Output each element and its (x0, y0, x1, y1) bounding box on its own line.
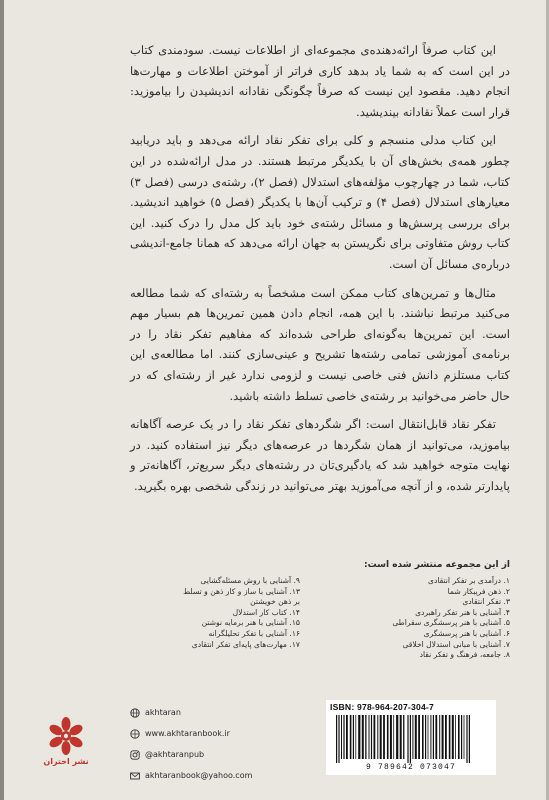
series-item: ۱۴. کتاب کار استدلال (232, 607, 300, 617)
barcode-bar (338, 715, 339, 763)
barcode-bar (369, 715, 370, 759)
barcode-bar (346, 715, 348, 759)
barcode-bar (355, 715, 356, 759)
barcode-bar (449, 715, 451, 759)
globe-icon (130, 708, 140, 718)
series-item: ۷. آشنایی با مبانی استدلال اخلاقی (402, 639, 510, 649)
barcode-bar (415, 715, 417, 759)
barcode-bar (362, 715, 364, 759)
barcode-bar (435, 715, 437, 759)
contact-text[interactable]: akhtaranbook@yahoo.com (145, 771, 253, 780)
series-item: ۶. آشنایی با هنر پرسشگری (423, 628, 510, 638)
barcode-bar (393, 715, 394, 759)
series-list (40, 560, 510, 690)
barcode-bar (433, 715, 434, 759)
instagram-icon (130, 750, 140, 760)
barcode-digits: 9 789642 073047 (365, 763, 456, 772)
barcode-bar (458, 715, 460, 759)
barcode-bar (418, 715, 420, 759)
web-icon (130, 729, 140, 739)
spine-edge (0, 0, 4, 800)
barcode-bar (445, 715, 447, 759)
series-item: ۳. تفکر انتقادی (462, 597, 510, 607)
barcode-bar (380, 715, 382, 759)
blurb-paragraph-1: این کتاب صرفاً ارائه‌دهنده‌ی مجموعه‌ای از اطلاعات نیست. سودمندی کتاب در این است که به شما یاد بدهد کاری فراتر از آموختن اطلاعات و مهارت‌ها انجام دهید. مقصود این نیست که صرفاً چگونگی نقادانه اندیشیدن را بیاموزید: قرار است عملاً نقادانه بیندیشید. (130, 43, 510, 119)
barcode-bar (422, 715, 424, 759)
barcode-bar (341, 715, 342, 759)
barcode-bar (400, 715, 402, 759)
barcode-bar (410, 715, 411, 763)
barcode-bar (387, 715, 389, 759)
contact-text[interactable]: www.akhtaranbook.ir (145, 729, 230, 738)
publisher-contacts (130, 702, 270, 786)
series-column-left (120, 576, 300, 650)
series-item: ۹. آشنایی با روش مسئله‌گشایی (200, 576, 300, 585)
blurb-text (130, 40, 510, 504)
barcode-bar (461, 715, 462, 759)
series-item: ۱۶. آشنایی با تفکر تحلیلگرانه (208, 628, 300, 638)
barcode-bar (469, 715, 470, 763)
series-item: ۱۳. آشنایی با ساز و کار ذهن و تسلط (183, 586, 300, 596)
series-column-right (320, 576, 510, 661)
series-item: ۱۷. مهارت‌های پایه‌ای تفکر انتقادی (191, 639, 300, 649)
blurb-paragraph-3: مثال‌ها و تمرین‌های کتاب ممکن است مشخصاً به رشته‌ای که شما مطالعه می‌کنید مرتبط نباشند. با این همه، انجام دادن همین تمرین‌ها هم بسیار مهم است. این تمرین‌ها به‌گونه‌ای طراحی شده‌اند که مفاهیم تفکر نقاد را در برنامه‌ی آموزشی تمامی رشته‌ها تشریح و عینی‌سازی کنند. اما مطالعه‌ی این کتاب مستلزم دانش فنی خاصی نیست و لزومی ندارد غیر از رشته‌ای که در حال حاضر می‌خوانید بر رشته‌ی خاصی تسلط داشته باشید. (130, 285, 510, 403)
barcode-bar (396, 715, 398, 759)
series-item: ۱۵. آشنایی با هنر برمایه نوشتن (201, 618, 300, 628)
barcode-bar (390, 715, 392, 759)
contact-row (130, 702, 270, 723)
isbn-barcode-box (326, 700, 496, 775)
series-item: ۸. جامعه، فرهنگ و تفکر نقاد (419, 650, 510, 660)
barcode-bar (455, 715, 456, 759)
barcode-bar (464, 715, 465, 759)
blurb-paragraph-2: این کتاب مدلی منسجم و کلی برای تفکر نقاد ارائه می‌دهد و باید دریابید چطور همه‌ی بخش‌های آن با یکدیگر مرتبط هستند. در مدل ارائه‌شده در این کتاب، شما در چهارچوب مؤلفه‌های استدلال (فصل ۲)، رشته‌ی درسی (فصل ۳) معیارهای استدلال (فصل ۴) و ترکیب آن‌ها با یکدیگر (فصل ۵) خواهید اندیشید. برای بررسی پرسش‌ها و مسائل رشته‌ی خود باید کل مدل را درک کنید. این کتاب روش متفاوتی برای نگریستن به جهان ارائه می‌دهد که همانا جامع-اندیشی درباره‌ی مسائل آن است. (130, 133, 511, 271)
series-item: ۵. آشنایی با هنر پرسشگری سقراطی (392, 618, 510, 628)
barcode-bar (439, 715, 440, 759)
series-item: ۲. ذهن فریبکار شما (447, 586, 510, 596)
barcode-bar (407, 715, 408, 763)
flower-logo-icon (38, 715, 94, 757)
contact-row (130, 723, 270, 744)
barcode-bar (350, 715, 352, 759)
barcode-bar (377, 715, 378, 759)
barcode-bar (466, 715, 467, 763)
barcode-bar (403, 715, 404, 759)
series-title: از این مجموعه منتشر شده است: (364, 560, 510, 570)
series-item: بر ذهن خویشتن (250, 597, 300, 607)
barcode-bar (428, 715, 429, 759)
series-item: ۱. درآمدی بر تفکر انتقادی (428, 576, 510, 585)
barcode-bar (425, 715, 426, 759)
barcode-bar (371, 715, 372, 759)
contact-text[interactable]: @akhtaranpub (145, 750, 205, 759)
email-icon (130, 771, 140, 781)
barcode-bar (442, 715, 444, 759)
barcode-graphic (334, 715, 490, 763)
barcode-bar (374, 715, 376, 759)
blurb-paragraph-4: تفکر نقاد قابل‌انتقال است: اگر شگردهای تفکر نقاد را در یک عرصه آگاهانه بیاموزید، می‌توانید از همان شگردها در عرصه‌های دیگر نیز استفاده کنید. در نهایت متوجه خواهید شد که یادگیری‌تان در رشته‌های دیگر سریع‌تر، آگاهانه‌تر و پایدارتر شده، و از آنچه می‌آموزید بهتر می‌توانید در زندگی شخصی بهره بگیرید. (130, 417, 510, 493)
series-item: ۴. آشنایی با هنر تفکر راهبردی (415, 607, 510, 617)
barcode-bar (412, 715, 413, 759)
isbn-label: ISBN: 978-964-207-304-7 (330, 702, 434, 712)
barcode-bar (430, 715, 431, 759)
barcode-bar (353, 715, 354, 759)
barcode-bar (358, 715, 360, 759)
contact-text[interactable]: akhtaran (145, 708, 181, 717)
barcode-bar (343, 715, 344, 759)
publisher-logo (38, 715, 94, 775)
barcode-bar (365, 715, 366, 759)
barcode-bar (452, 715, 454, 759)
publisher-name: نشر اختران (43, 757, 89, 766)
contact-row (130, 744, 270, 765)
barcode-bar (336, 715, 337, 763)
contact-row (130, 765, 270, 786)
barcode-bar (383, 715, 385, 759)
